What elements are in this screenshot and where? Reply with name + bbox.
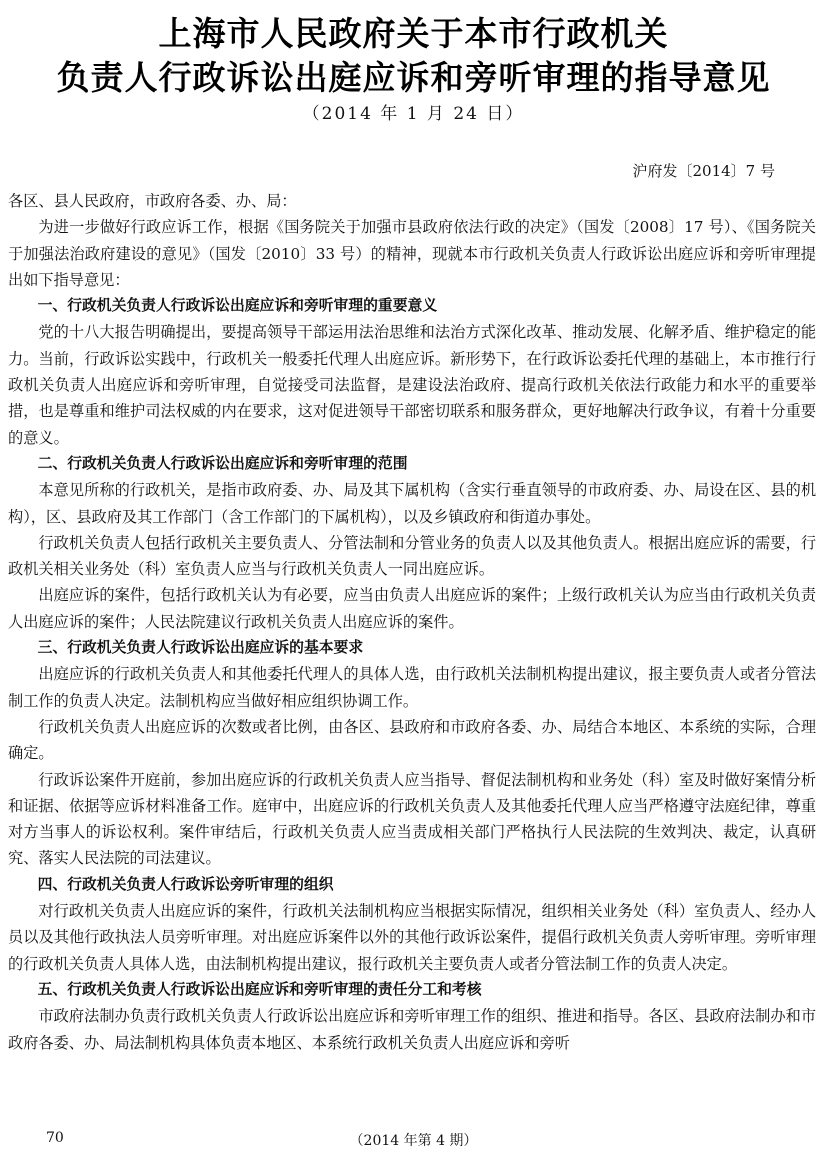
section-1-paragraph-1: 党的十八大报告明确提出，要提高领导干部运用法治思维和法治方式深化改革、推动发展、化解矛盾、维护稳定的能力。当前，行政诉讼实践中，行政机关一般委托代理人出庭应诉。新形势下，在行政诉讼委托代理的基础上，本市推行行政机关负责人出庭应诉和旁听审理，自觉接受司法监督，是建设法治政府、提高行政机关依法行政能力和水平的重要举措，也是尊重和维护司法权威的内在要求，这对促进领导干部密切联系和服务群众，更好地解决行政争议，有着十分重要的意义。 [8,323,816,447]
section-5-paragraph-1: 市政府法制办负责行政机关负责人行政诉讼出庭应诉和旁听审理工作的组织、推进和指导。各区、县政府法制办和市政府各委、办、局法制机构具体负责本地区、本系统行政机关负责人出庭应诉和旁听 [8,1007,816,1052]
addressee: 各区、县人民政府，市政府各委、办、局： [8,192,297,210]
section-heading-2: 二、行政机关负责人行政诉讼出庭应诉和旁听审理的范围 [37,454,408,472]
section-2-paragraph-1: 本意见所称的行政机关，是指市政府委、办、局及其下属机构（含实行垂直领导的市政府委、办、局设在区、县的机构），区、县政府及其工作部门（含工作部门的下属机构），以及乡镇政府和街道办事处。 [8,481,816,526]
issue-label: （2014 年第 4 期） [349,1133,478,1149]
section-2-paragraph-3: 出庭应诉的案件，包括行政机关认为有必要，应当由负责人出庭应诉的案件；上级行政机关认为应当由行政机关负责人出庭应诉的案件；人民法院建议行政机关负责人出庭应诉的案件。 [8,586,816,631]
section-4-paragraph-1: 对行政机关负责人出庭应诉的案件，行政机关法制机构应当根据实际情况，组织相关业务处（科）室负责人、经办人员以及其他行政执法人员旁听审理。对出庭应诉案件以外的其他行政诉讼案件，提倡行政机关负责人旁听审理。旁听审理的行政机关负责人具体人选，由法制机构提出建议，报行政机关主要负责人或者分管法制工作的负责人决定。 [8,902,816,973]
section-3-paragraph-2: 行政机关负责人出庭应诉的次数或者比例，由各区、县政府和市政府各委、办、局结合本地区、本系统的实际，合理确定。 [8,717,816,763]
section-heading-3: 三、行政机关负责人行政诉讼出庭应诉的基本要求 [37,639,364,657]
document-title-line-1: 上海市人民政府关于本市行政机关 [158,14,669,53]
document-title-line-2: 负责人行政诉讼出庭应诉和旁听审理的指导意见 [56,58,771,97]
section-3-paragraph-1: 出庭应诉的行政机关负责人和其他委托代理人的具体人选，由行政机关法制机构提出建议，报主要负责人或者分管法制工作的负责人决定。法制机构应当做好相应组织协调工作。 [8,665,816,710]
section-heading-4: 四、行政机关负责人行政诉讼旁听审理的组织 [37,875,334,893]
section-3-paragraph-3: 行政诉讼案件开庭前，参加出庭应诉的行政机关负责人应当指导、督促法制机构和业务处（科）室及时做好案情分析和证据、依据等应诉材料准备工作。庭审中，出庭应诉的行政机关负责人及其他委托代理人应当严格遵守法庭纪律，尊重对方当事人的诉讼权利。案件审结后，行政机关负责人应当责成相关部门严格执行人民法院的生效判决、裁定，认真研究、落实人民法院的司法建议。 [8,770,816,868]
section-2-paragraph-2: 行政机关负责人包括行政机关主要负责人、分管法制和分管业务的负责人以及其他负责人。根据出庭应诉的需要，行政机关相关业务处（科）室负责人应当与行政机关负责人一同出庭应诉。 [8,533,816,579]
issue-date: （2014 年 1 月 24 日） [302,104,525,124]
document-number: 沪府发〔2014〕7 号 [632,162,775,180]
section-heading-1: 一、行政机关负责人行政诉讼出庭应诉和旁听审理的重要意义 [37,297,438,315]
intro-paragraph: 为进一步做好行政应诉工作，根据《国务院关于加强市县政府依法行政的决定》（国发〔2008〕17 号）、《国务院关于加强法治政府建设的意见》（国发〔2010〕33 号）的精神，现就本市行政机关负责人行政诉讼出庭应诉和旁听审理提出如下指导意见： [8,218,816,289]
page-number: 70 [46,1130,64,1146]
section-heading-5: 五、行政机关负责人行政诉讼出庭应诉和旁听审理的责任分工和考核 [37,980,482,998]
document-body [8,188,816,1056]
